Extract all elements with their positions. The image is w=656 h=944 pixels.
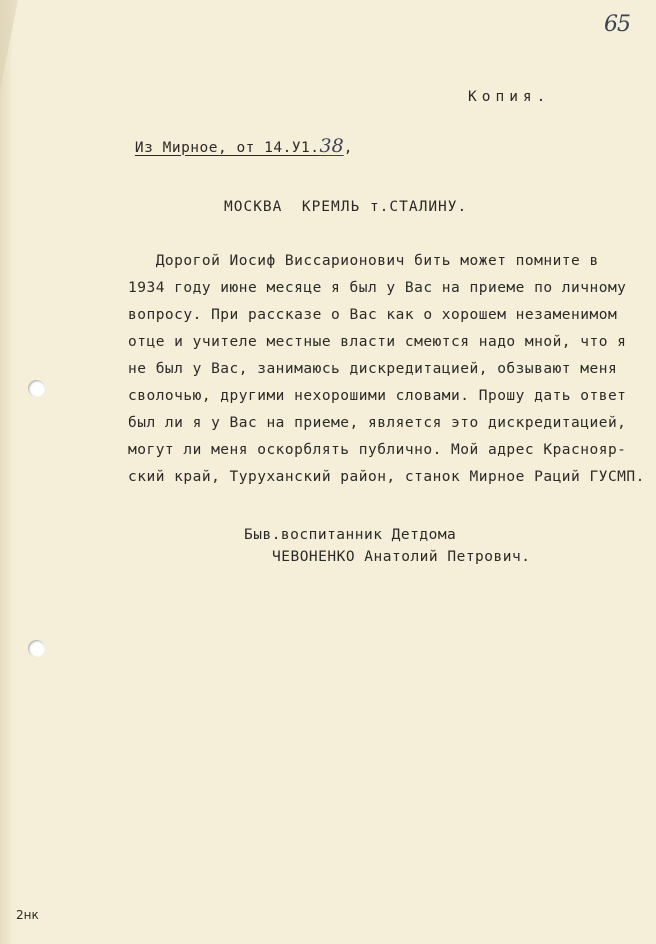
copy-label: Копия.	[468, 89, 551, 105]
body-line: могут ли меня оскорблять публично. Мой адрес Краснояр-	[128, 442, 627, 458]
folio-number: 65	[604, 12, 630, 37]
body-line: не был у Вас, занимаюсь дискредитацией, обзывают меня	[128, 361, 618, 377]
sender-tail: ,	[343, 139, 353, 156]
body-line: Дорогой Иосиф Виссарионович бить может помните в	[128, 253, 599, 269]
body-line: отце и учителе местные власти смеются надо мной, что я	[128, 334, 627, 350]
handwritten-year: 38	[319, 134, 344, 157]
body-line: ский край, Туруханский район, станок Мирное Раций ГУСМП.	[128, 469, 645, 485]
addressee-heading: МОСКВА КРЕМЛЬ т.СТАЛИНУ.	[224, 199, 468, 215]
body-line: сволочью, другими нехорошими словами. Прошу дать ответ	[128, 388, 627, 404]
punch-hole-top	[28, 380, 45, 397]
body-line: был ли я у Вас на приеме, является это дискредитацией,	[128, 415, 627, 431]
corner-fold	[0, 0, 18, 90]
sender-place-date	[98, 122, 353, 170]
signature-name: ЧЕВОНЕНКО Анатолий Петрович.	[272, 549, 531, 565]
sender-place-date-text: Из Мирное, от 14.У1.	[134, 139, 320, 156]
body-line: 1934 году июне месяце я был у Вас на приеме по личному	[128, 280, 627, 296]
punch-hole-bottom	[28, 640, 45, 657]
page-left-edge	[0, 0, 14, 944]
archive-code: 2нк	[16, 908, 39, 922]
signature-title: Быв.воспитанник Детдома	[244, 527, 457, 543]
body-line: вопросу. При рассказе о Вас как о хорошем незаменимом	[128, 307, 618, 323]
